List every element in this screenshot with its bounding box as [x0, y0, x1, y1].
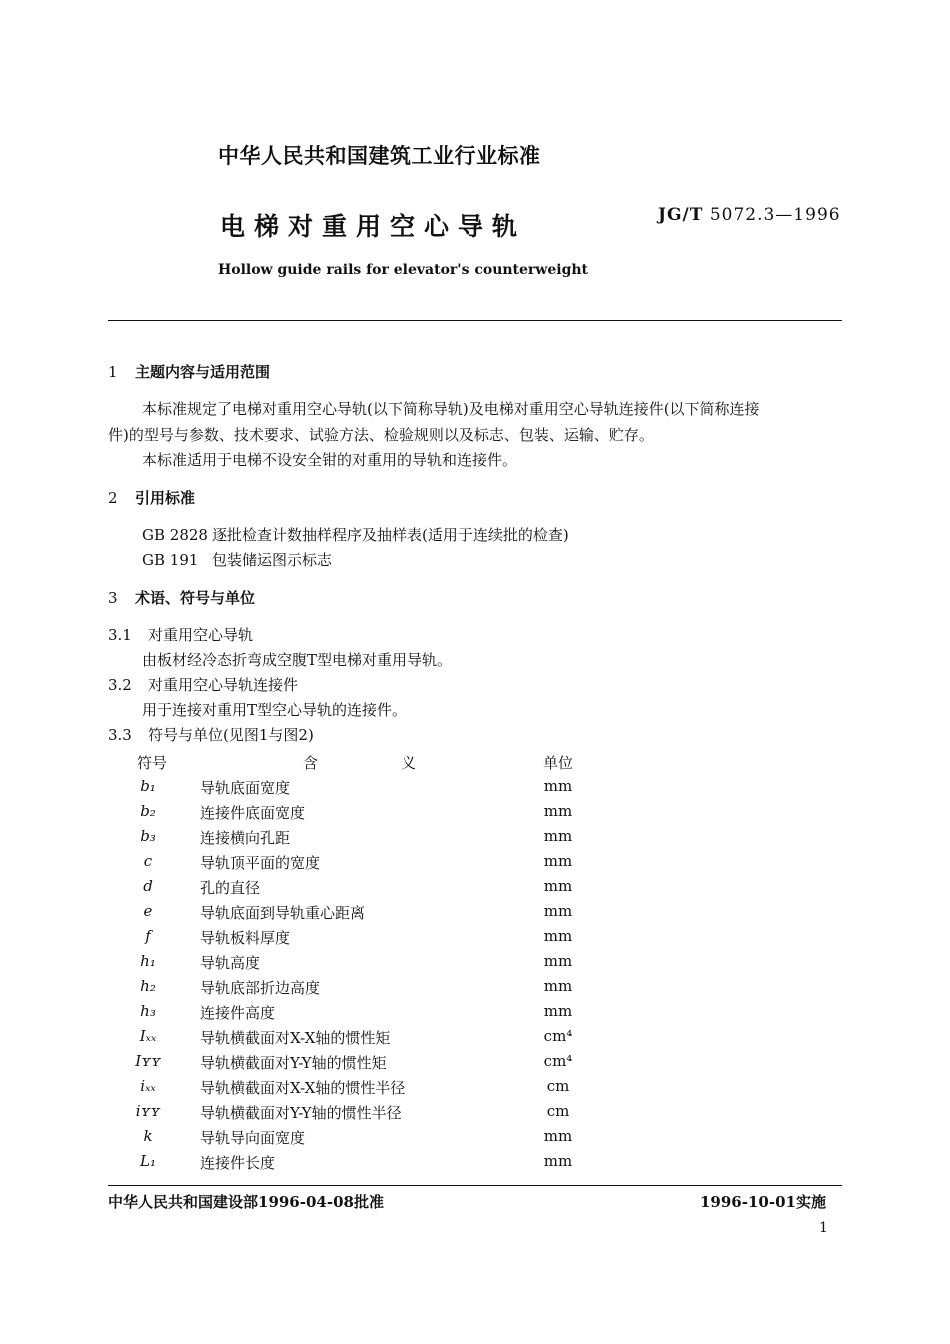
table-row: [120, 1027, 600, 1052]
table-row: [120, 902, 600, 927]
description-cell: 导轨顶平面的宽度: [200, 854, 321, 872]
standard-code-number: 5072.3—1996: [709, 205, 841, 225]
table-row: [120, 827, 600, 852]
section-number: 2: [108, 489, 118, 507]
unit-cell: mm: [543, 952, 573, 970]
standard-code: [658, 205, 841, 225]
symbol-cell: d: [143, 877, 153, 895]
table-row: [120, 1002, 600, 1027]
header-meaning: 义: [401, 754, 417, 772]
unit-cell: mm: [543, 1152, 573, 1170]
section-title: 主题内容与适用范围: [135, 363, 271, 381]
paragraph-line: 件)的型号与参数、技术要求、试验方法、检验规则以及标志、包装、运输、贮存。: [108, 426, 654, 444]
table-row: [120, 977, 600, 1002]
table-row: [120, 852, 600, 877]
unit-cell: mm: [543, 977, 573, 995]
document-title: 电梯对重用空心导轨: [220, 212, 527, 241]
unit-cell: cm⁴: [543, 1027, 573, 1045]
reference-code: GB 2828: [142, 526, 208, 544]
reference-title: 逐批检查计数抽样程序及抽样表(适用于连续批的检查): [212, 526, 569, 544]
unit-cell: cm: [546, 1102, 570, 1120]
table-row: [120, 1052, 600, 1077]
description-cell: 孔的直径: [200, 879, 261, 897]
symbol-cell: c: [143, 852, 153, 870]
header-unit: 单位: [542, 754, 573, 772]
symbol-table: [120, 752, 600, 1177]
unit-cell: mm: [543, 927, 573, 945]
unit-cell: cm: [546, 1077, 570, 1095]
unit-cell: mm: [543, 852, 573, 870]
symbol-cell: b₃: [140, 827, 156, 845]
standard-authority: 中华人民共和国建筑工业行业标准: [218, 143, 541, 168]
section-title: 术语、符号与单位: [135, 589, 256, 607]
description-cell: 导轨导向面宽度: [200, 1129, 306, 1147]
description-cell: 连接横向孔距: [200, 829, 291, 847]
header-symbol: 符号: [136, 754, 167, 772]
unit-cell: mm: [543, 827, 573, 845]
effective-date: 1996-10-01实施: [700, 1193, 826, 1211]
description-cell: 导轨横截面对Y-Y轴的惯性半径: [200, 1104, 402, 1122]
symbol-cell: L₁: [140, 1152, 156, 1170]
section-number: 3: [108, 589, 118, 607]
description-cell: 导轨横截面对Y-Y轴的惯性矩: [200, 1054, 387, 1072]
description-cell: 连接件长度: [200, 1154, 276, 1172]
description-cell: 导轨底面到导轨重心距离: [200, 904, 366, 922]
table-row: [120, 1077, 600, 1102]
table-header-row: [120, 752, 600, 777]
footer-rule: [108, 1185, 842, 1186]
header-meaning: 含: [303, 754, 319, 772]
section-heading: [108, 487, 195, 508]
subsection-number: 3.1: [108, 626, 132, 644]
symbol-cell: e: [143, 902, 153, 920]
reference-title: 包装储运图示标志: [212, 551, 333, 569]
reference-code: GB 191: [142, 551, 199, 569]
table-row: [120, 927, 600, 952]
reference-item: [142, 524, 569, 545]
description-cell: 导轨横截面对X-X轴的惯性半径: [200, 1079, 406, 1097]
table-body: [120, 777, 600, 1177]
approval-statement: 中华人民共和国建设部1996-04-08批准: [108, 1193, 384, 1211]
header-rule: [108, 320, 842, 321]
description-cell: 导轨横截面对X-X轴的惯性矩: [200, 1029, 391, 1047]
symbol-cell: f: [145, 927, 151, 945]
paragraph-line: 本标准规定了电梯对重用空心导轨(以下简称导轨)及电梯对重用空心导轨连接件(以下简称连接: [142, 400, 760, 418]
paragraph-line: 本标准适用于电梯不设安全钳的对重用的导轨和连接件。: [142, 451, 518, 469]
reference-item: [142, 549, 332, 570]
unit-cell: mm: [543, 777, 573, 795]
symbol-cell: iₓₓ: [140, 1077, 156, 1095]
subsection-heading: [108, 624, 253, 645]
unit-cell: cm⁴: [543, 1052, 573, 1070]
subsection-title: 对重用空心导轨连接件: [148, 676, 299, 694]
symbol-cell: h₃: [140, 1002, 156, 1020]
section-heading: [108, 361, 270, 382]
unit-cell: mm: [543, 802, 573, 820]
standard-code-prefix: JG/T: [658, 205, 704, 225]
description-cell: 导轨高度: [200, 954, 261, 972]
subsection-title: 对重用空心导轨: [148, 626, 254, 644]
subsection-heading: [108, 724, 314, 745]
symbol-cell: h₂: [140, 977, 156, 995]
subsection-number: 3.3: [108, 726, 132, 744]
symbol-cell: Iₓₓ: [139, 1027, 157, 1045]
table-row: [120, 1102, 600, 1127]
page-number: 1: [819, 1220, 828, 1236]
subsection-title: 符号与单位(见图1与图2): [148, 726, 314, 744]
description-cell: 导轨板料厚度: [200, 929, 291, 947]
table-row: [120, 1127, 600, 1152]
table-row: [120, 777, 600, 802]
unit-cell: mm: [543, 877, 573, 895]
section-title: 引用标准: [135, 489, 196, 507]
symbol-cell: h₁: [140, 952, 156, 970]
description-cell: 导轨底部折边高度: [200, 979, 321, 997]
unit-cell: mm: [543, 1002, 573, 1020]
subsection-description: 由板材经冷态折弯成空腹T型电梯对重用导轨。: [142, 651, 453, 669]
unit-cell: mm: [543, 902, 573, 920]
symbol-cell: iʏʏ: [135, 1102, 161, 1120]
unit-cell: mm: [543, 1127, 573, 1145]
symbol-cell: b₂: [140, 802, 156, 820]
section-heading: [108, 587, 255, 608]
description-cell: 连接件底面宽度: [200, 804, 306, 822]
description-cell: 连接件高度: [200, 1004, 276, 1022]
document-title-en: Hollow guide rails for elevator's counterweight: [218, 262, 589, 278]
table-row: [120, 877, 600, 902]
symbol-cell: b₁: [140, 777, 156, 795]
section-number: 1: [108, 363, 118, 381]
subsection-description: 用于连接对重用T型空心导轨的连接件。: [142, 701, 408, 719]
table-row: [120, 1152, 600, 1177]
table-row: [120, 952, 600, 977]
symbol-cell: Iʏʏ: [135, 1052, 161, 1070]
subsection-number: 3.2: [108, 676, 132, 694]
description-cell: 导轨底面宽度: [200, 779, 291, 797]
symbol-cell: k: [143, 1127, 153, 1145]
subsection-heading: [108, 674, 298, 695]
table-row: [120, 802, 600, 827]
